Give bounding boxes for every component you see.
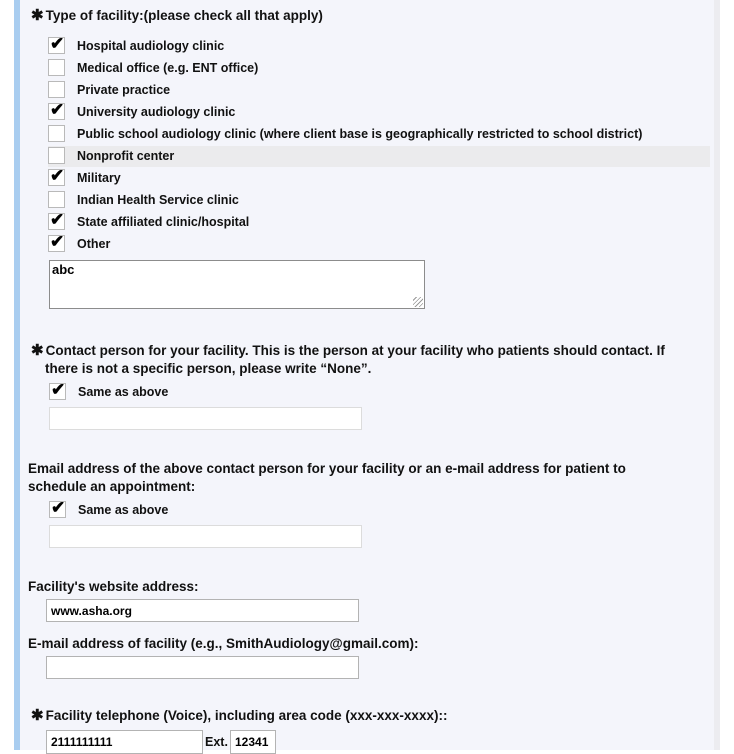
option-label-private-practice: Private practice [77,83,171,97]
checkbox-nonprofit-center[interactable] [48,147,65,164]
right-scroll-gutter [714,0,720,750]
checkmark-icon: ✔ [50,34,65,53]
required-asterisk-icon: ✱ [31,707,44,724]
checkbox-medical-office-e-g-ent-office[interactable] [48,59,65,76]
checkbox-hospital-audiology-clinic[interactable] [48,34,65,54]
contact-same-as-above-checkbox[interactable] [49,380,66,400]
option-label-nonprofit-center: Nonprofit center [77,149,175,163]
facility-email-label: E-mail address of facility (e.g., SmithAudiology@gmail.com): [28,636,419,651]
facility-type-label: ✱ Type of facility:(please check all that apply) [31,7,323,24]
email-same-as-above-label: Same as above [78,503,169,517]
checkmark-icon: ✔ [50,166,65,185]
checkmark-icon: ✔ [50,232,65,251]
telephone-input[interactable] [46,730,203,754]
contact-email-input[interactable] [49,525,362,548]
option-label-medical-office-e-g-ent-office: Medical office (e.g. ENT office) [77,61,259,75]
option-label-hospital-audiology-clinic: Hospital audiology clinic [77,39,225,53]
checkbox-university-audiology-clinic[interactable] [48,100,65,120]
option-label-public-school-audiology-clinic-where-cli: Public school audiology clinic (where client base is geographically restricted to school district) [77,127,643,141]
option-label-military: Military [77,171,121,185]
checkmark-icon: ✔ [51,380,66,399]
checkbox-indian-health-service-clinic[interactable] [48,191,65,208]
facility-email-input[interactable] [46,656,359,679]
checkmark-icon: ✔ [50,210,65,229]
checkbox-state-affiliated-clinic-hospital[interactable] [48,210,65,230]
telephone-label: ✱ Facility telephone (Voice), including area code (xxx-xxx-xxxx):: [31,707,448,724]
option-label-state-affiliated-clinic-hospital: State affiliated clinic/hospital [77,215,250,229]
checkmark-icon: ✔ [51,498,66,517]
option-label-university-audiology-clinic: University audiology clinic [77,105,236,119]
checkmark-icon: ✔ [50,100,65,119]
extension-label: Ext. [205,735,228,749]
contact-person-label: ✱ Contact person for your facility. This is the person at your facility who patients should contact. If there is not a specific person, please write “None”. [31,342,665,376]
email-same-as-above-checkbox[interactable] [49,498,66,518]
required-asterisk-icon: ✱ [31,342,44,359]
checkbox-other[interactable] [48,232,65,252]
contact-person-input[interactable] [49,407,362,430]
other-facility-textarea[interactable] [49,260,425,309]
required-asterisk-icon: ✱ [31,7,44,24]
option-label-indian-health-service-clinic: Indian Health Service clinic [77,193,239,207]
checkbox-private-practice[interactable] [48,81,65,98]
resize-grip-icon[interactable] [413,297,423,307]
website-input[interactable] [46,599,359,622]
checkbox-public-school-audiology-clinic-where-cli[interactable] [48,125,65,142]
contact-email-label: Email address of the above contact person for your facility or an e-mail address for patient to schedule an appointment: [28,461,626,494]
contact-same-as-above-label: Same as above [78,385,169,399]
extension-input[interactable] [230,730,276,754]
checkbox-military[interactable] [48,166,65,186]
option-label-other: Other [77,237,111,251]
website-label: Facility's website address: [28,579,199,594]
